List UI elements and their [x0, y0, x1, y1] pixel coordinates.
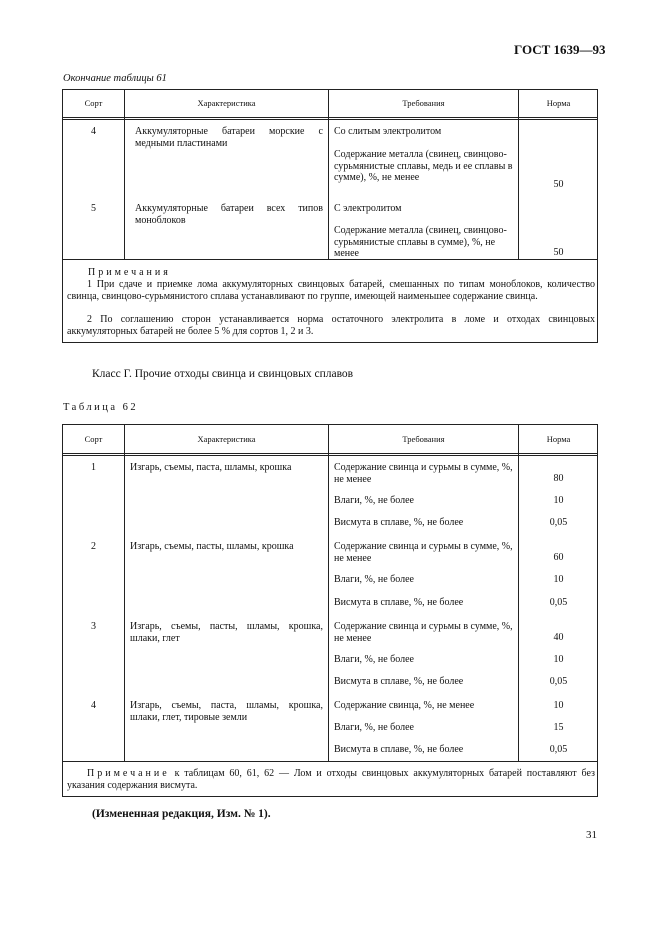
table-62-requirement: Содержание свинца и сурьмы в сумме, %, не менее — [334, 541, 513, 564]
table-62-requirement: Влаги, %, не более — [334, 722, 414, 733]
table-61-sort: 5 — [91, 203, 96, 214]
table-62-requirement: Висмута в сплаве, %, не более — [334, 517, 464, 528]
table-62-characteristic: Изгарь, съемы, паста, шламы, крошка, шлаки, глет, тировые земли — [130, 700, 323, 723]
table-61-requirement: Содержание металла (свинец, свинцово-сурьмянистые сплавы в сумме), %, не менее — [334, 225, 507, 259]
table-62-norm: 80 — [553, 473, 564, 484]
table-62-norm: 10 — [553, 495, 564, 506]
class-heading: Класс Г. Прочие отходы свинца и свинцовых сплавов — [92, 368, 354, 380]
table-61 — [62, 89, 598, 343]
table-62-norm: 10 — [553, 654, 564, 665]
table-62-characteristic: Изгарь, съемы, пасты, шламы, крошка — [130, 541, 294, 552]
table-62-requirement: Висмута в сплаве, %, не более — [334, 744, 464, 755]
table-62-caption: Таблица 62 — [63, 402, 139, 413]
table-62-requirement: Содержание свинца и сурьмы в сумме, %, не менее — [334, 462, 513, 485]
table-62-norm: 0,05 — [549, 597, 568, 608]
table-62-requirement: Содержание свинца, %, не менее — [334, 700, 475, 711]
table-62-norm: 60 — [553, 552, 564, 563]
table-62-sort: 3 — [91, 621, 96, 632]
table-61-characteristic: Аккумуляторные батареи всех типов моноблоков — [135, 203, 323, 226]
table-62-header-characteristic: Характеристика — [197, 434, 256, 444]
page-number: 31 — [586, 829, 597, 841]
table-61-notes-title: Примечания — [88, 267, 171, 278]
table-61-header-characteristic: Характеристика — [197, 98, 256, 108]
table-62-header-sort: Сорт — [84, 434, 103, 444]
table-62-note-label: Примечание — [87, 768, 170, 779]
table-62-norm: 10 — [553, 574, 564, 585]
table-62-header-norm: Норма — [546, 434, 571, 444]
table-62-header-requirements: Требования — [402, 434, 445, 444]
table-62-requirement: Висмута в сплаве, %, не более — [334, 597, 464, 608]
table-62-norm: 0,05 — [549, 744, 568, 755]
table-62-norm: 10 — [553, 700, 564, 711]
table-61-norm: 50 — [553, 179, 564, 190]
table-62-requirement: Влаги, %, не более — [334, 654, 414, 665]
table-61-note-2: 2 По соглашению сторон устанавливается норма остаточного электролита в ломе и отходах свинцовых аккумуляторных батарей не более 5 % для сортов 1, 2 и 3. — [67, 314, 595, 337]
table-62-norm: 40 — [553, 632, 564, 643]
table-62-characteristic: Изгарь, съемы, пасты, шламы, крошка, шлаки, глет — [130, 621, 323, 644]
table-62-sort: 1 — [91, 462, 96, 473]
document-header: ГОСТ 1639—93 — [514, 42, 606, 57]
table-62-norm: 0,05 — [549, 676, 568, 687]
table-61-header-requirements: Требования — [402, 98, 445, 108]
edit-note: (Измененная редакция, Изм. № 1). — [92, 808, 271, 820]
table-62-requirement: Влаги, %, не более — [334, 495, 414, 506]
table-62-norm: 15 — [553, 722, 564, 733]
table-61-requirement: Содержание металла (свинец, свинцово-сурьмянистые сплавы, медь и ее сплавы в сумме), %, не менее — [334, 149, 513, 183]
table-61-caption: Окончание таблицы 61 — [63, 73, 167, 84]
table-61-header-sort: Сорт — [84, 98, 103, 108]
table-61-sort: 4 — [91, 126, 96, 137]
table-62-note-text: к таблицам 60, 61, 62 — Лом и отходы свинцовых аккумуляторных батарей поставляют без указания содержания висмута. — [67, 768, 596, 791]
table-61-characteristic: Аккумуляторные батареи морские с медными пластинами — [135, 126, 323, 149]
table-62-sort: 2 — [91, 541, 96, 552]
table-62-requirement: Висмута в сплаве, %, не более — [334, 676, 464, 687]
table-61-requirement: Со слитым электролитом — [334, 126, 442, 137]
table-62 — [62, 424, 598, 797]
table-62-norm: 0,05 — [549, 517, 568, 528]
table-61-requirement: С электролитом — [334, 203, 402, 214]
table-61-header-norm: Норма — [546, 98, 571, 108]
table-62-characteristic: Изгарь, съемы, паста, шламы, крошка — [130, 462, 292, 473]
table-62-note — [67, 768, 595, 791]
table-62-sort: 4 — [91, 700, 96, 711]
table-62-requirement: Содержание свинца и сурьмы в сумме, %, не менее — [334, 621, 513, 644]
table-62-requirement: Влаги, %, не более — [334, 574, 414, 585]
table-61-norm: 50 — [553, 247, 564, 258]
table-61-note-1: 1 При сдаче и приемке лома аккумуляторных свинцовых батарей, смешанных по типам моноблоков, количество свинца, свинцово-сурьмянистого сплава устанавливают по группе, имеющей наименьшее содержание свинца. — [67, 279, 595, 302]
